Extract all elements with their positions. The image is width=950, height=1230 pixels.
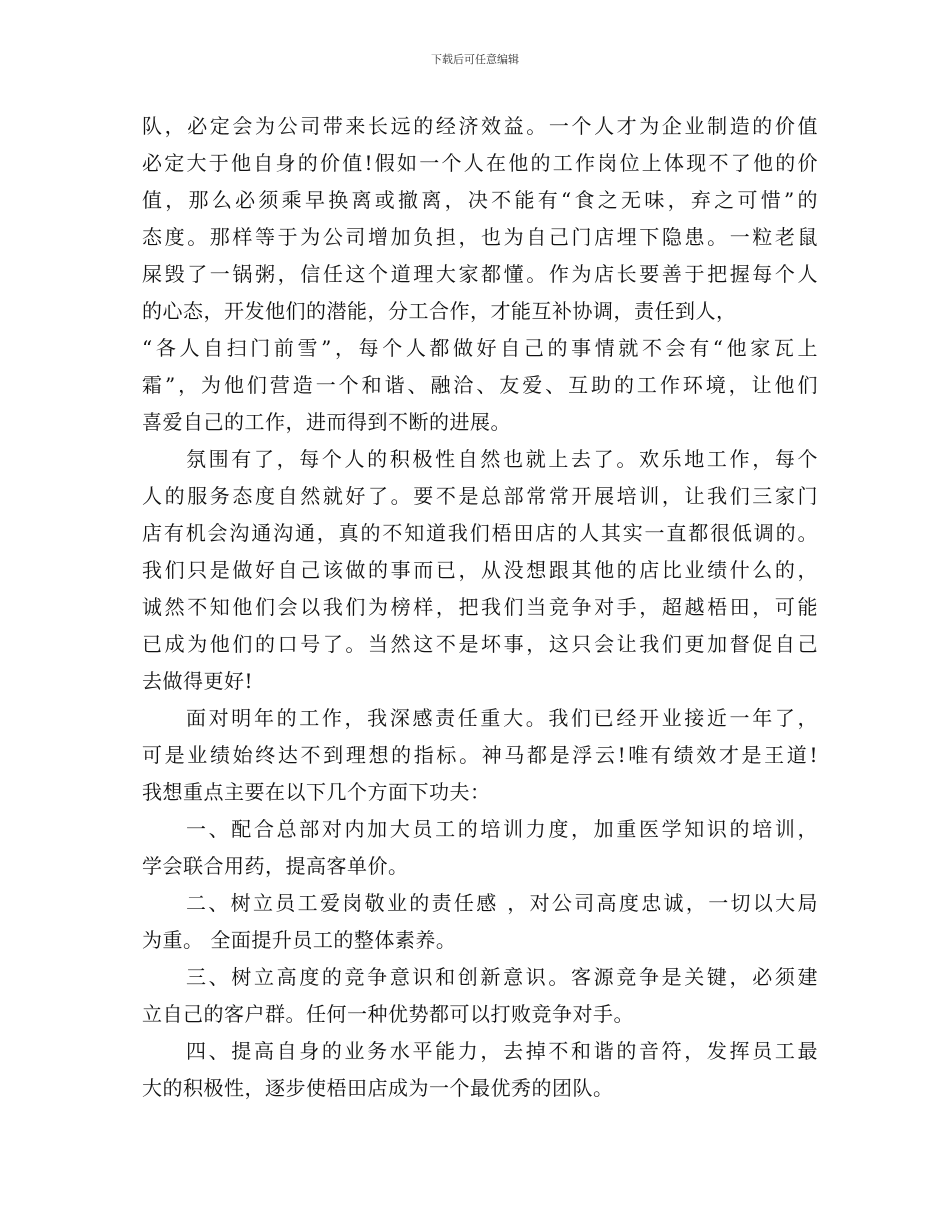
text-line: 我想重点主要在以下几个方面下功夫：: [142, 780, 491, 804]
text-line: 值，那么必须乘早换离或撤离，决不能有“食之无味，弃之可惜”的: [142, 188, 818, 212]
text-line: 必定大于他自身的价值!假如一个人在他的工作岗位上体现不了他的价: [142, 151, 818, 175]
text-line: 立自己的客户群。任何一种优势都可以打败竞争对手。: [142, 1002, 634, 1026]
text-line: 人的服务态度自然就好了。要不是总部常常开展培训，让我们三家门: [142, 484, 818, 508]
page-header: 下载后可任意编辑: [431, 53, 519, 66]
list-item-1: [142, 811, 818, 885]
paragraph-2: [142, 441, 818, 700]
text-line: 诚然不知他们会以我们为榜样，把我们当竞争对手，超越梧田，可能: [142, 595, 818, 619]
text-line: 去做得更好!: [142, 669, 254, 693]
text-line: 霜”，为他们营造一个和谐、融洽、友爱、互助的工作环境，让他们: [142, 373, 818, 397]
paragraph-3: [142, 700, 818, 811]
text-line: 面对明年的工作，我深感责任重大。我们已经开业接近一年了，: [186, 706, 818, 730]
text-line: 已成为他们的口号了。当然这不是坏事，这只会让我们更加督促自己: [142, 632, 818, 656]
paragraph-1: [142, 108, 818, 441]
list-item-3: [142, 959, 818, 1033]
text-line: 可是业绩始终达不到理想的指标。神马都是浮云!唯有绩效才是王道!: [142, 743, 818, 767]
text-line: 一、配合总部对内加大员工的培训力度，加重医学知识的培训，: [186, 817, 818, 841]
text-line: 三、树立高度的竞争意识和创新意识。客源竞争是关键，必须建: [186, 965, 818, 989]
text-line: 态度。那样等于为公司增加负担，也为自己门店埋下隐患。一粒老鼠: [142, 225, 818, 249]
text-line: 屎毁了一锅粥，信任这个道理大家都懂。作为店长要善于把握每个人: [142, 262, 818, 286]
text-line: 我们只是做好自己该做的事而已，从没想跟其他的店比业绩什么的，: [142, 558, 818, 582]
text-line: 二、树立员工爱岗敬业的责任感 ，对公司高度忠诚，一切以大局: [186, 891, 818, 915]
document-body: [142, 108, 818, 1107]
text-line: 喜爱自己的工作，进而得到不断的进展。: [142, 410, 511, 434]
text-line: 的心态，开发他们的潜能，分工合作，才能互补协调，责任到人，: [142, 299, 737, 323]
text-line: “各人自扫门前雪”，每个人都做好自己的事情就不会有“他家瓦上: [142, 336, 818, 360]
list-item-2: [142, 885, 818, 959]
text-line: 大的积极性，逐步使梧田店成为一个最优秀的团队。: [142, 1076, 614, 1100]
text-line: 四、提高自身的业务水平能力，去掉不和谐的音符，发挥员工最: [186, 1039, 818, 1063]
list-item-4: [142, 1033, 818, 1107]
text-line: 氛围有了，每个人的积极性自然也就上去了。欢乐地工作，每个: [186, 447, 818, 471]
text-line: 店有机会沟通沟通，真的不知道我们梧田店的人其实一直都很低调的。: [142, 521, 818, 545]
text-line: 为重。 全面提升员工的整体素养。: [142, 928, 457, 952]
text-line: 队，必定会为公司带来长远的经济效益。一个人才为企业制造的价值: [142, 114, 818, 138]
text-line: 学会联合用药，提高客单价。: [142, 854, 409, 878]
